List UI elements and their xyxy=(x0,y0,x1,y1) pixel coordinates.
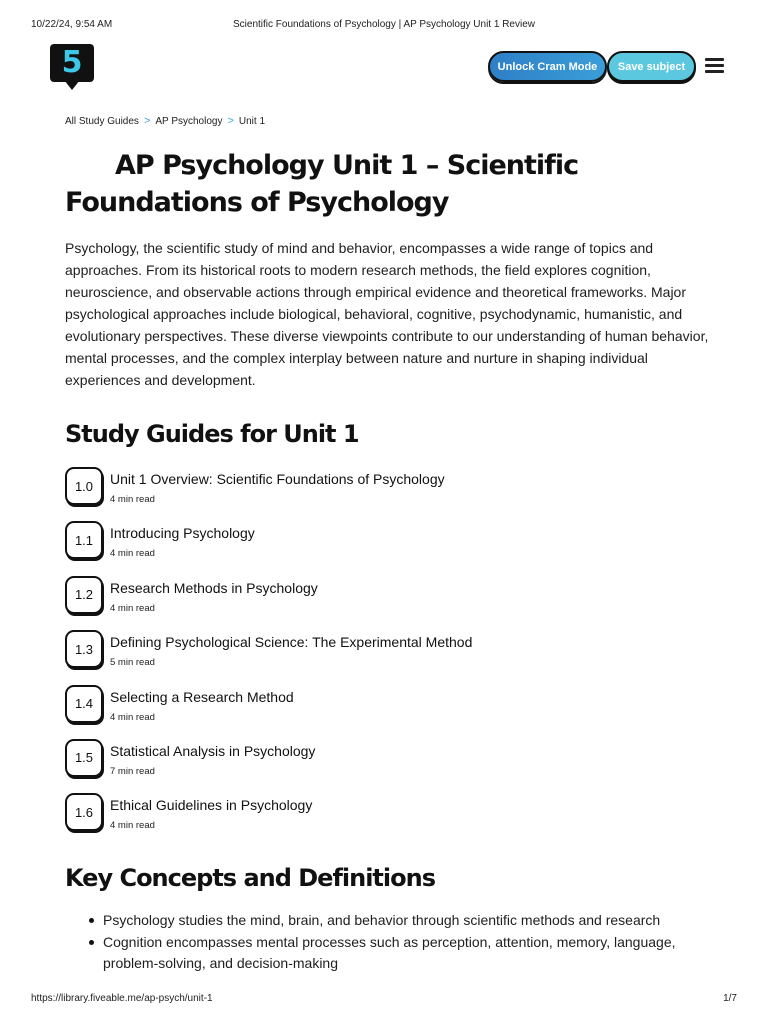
fiveable-logo-icon[interactable] xyxy=(50,44,94,90)
study-guide-title[interactable]: Ethical Guidelines in Psychology xyxy=(110,797,313,814)
page-title-line-1: AP Psychology Unit 1 – Scientific xyxy=(115,150,579,181)
logo-tail xyxy=(64,80,80,90)
unlock-cram-mode-button[interactable]: Unlock Cram Mode xyxy=(488,51,607,82)
study-guide-item[interactable] xyxy=(65,521,685,575)
study-guide-number-badge: 1.6 xyxy=(65,793,103,831)
study-guide-read-time: 4 min read xyxy=(110,548,155,560)
hamburger-menu-icon[interactable] xyxy=(705,58,724,73)
study-guide-item[interactable] xyxy=(65,467,685,521)
key-concepts-heading: Key Concepts and Definitions xyxy=(65,864,435,892)
study-guides-heading: Study Guides for Unit 1 xyxy=(65,420,359,448)
study-guide-read-time: 4 min read xyxy=(110,602,155,614)
chevron-right-icon: > xyxy=(143,115,151,127)
menu-bar xyxy=(705,70,724,73)
study-guide-title[interactable]: Research Methods in Psychology xyxy=(110,579,318,596)
study-guide-number-badge: 1.5 xyxy=(65,739,103,777)
page-title-line-2: Foundations of Psychology xyxy=(65,187,449,218)
study-guide-item[interactable] xyxy=(65,793,685,847)
breadcrumb-unit-1[interactable]: Unit 1 xyxy=(238,115,266,127)
study-guide-title[interactable]: Selecting a Research Method xyxy=(110,688,294,705)
chevron-right-icon: > xyxy=(227,115,234,127)
study-guide-title[interactable]: Defining Psychological Science: The Experimental Method xyxy=(110,634,473,651)
print-url: https://library.fiveable.me/ap-psych/unit-1 xyxy=(31,993,213,1004)
study-guide-read-time: 5 min read xyxy=(110,657,155,669)
study-guide-item[interactable] xyxy=(65,685,685,739)
page-title xyxy=(65,147,705,221)
intro-paragraph: Psychology, the scientific study of mind and behavior, encompasses a wide range of topics and approaches. From its historical roots to modern research methods, the field explores cognition, neuroscience, and observable actions through empirical evidence and theoretical frameworks. Major psychological approaches include biological, behavioral, cognitive, psychodynamic, humanistic, and evolutionary perspectives. These diverse viewpoints contribute to our understanding of human behavior, mental processes, and the complex interplay between nature and nurture in shaping individual experiences and development. xyxy=(65,240,709,388)
menu-bar xyxy=(705,64,724,67)
study-guide-number-badge: 1.1 xyxy=(65,521,103,559)
key-concept-item: Cognition encompasses mental processes such as perception, attention, memory, language, problem-solving, and decision-making xyxy=(88,932,703,975)
study-guide-title[interactable]: Statistical Analysis in Psychology xyxy=(110,742,316,759)
print-header xyxy=(0,19,768,33)
print-datetime: 10/22/24, 9:54 AM xyxy=(31,19,113,30)
study-guide-number-badge: 1.0 xyxy=(65,467,103,505)
study-guide-title[interactable]: Introducing Psychology xyxy=(110,525,255,542)
study-guide-number-badge: 1.4 xyxy=(65,685,103,723)
key-concepts-list xyxy=(88,910,703,975)
menu-bar xyxy=(705,58,724,61)
study-guide-read-time: 4 min read xyxy=(110,494,155,505)
study-guide-read-time: 7 min read xyxy=(110,765,155,777)
study-guide-item[interactable] xyxy=(65,576,685,630)
study-guide-list xyxy=(65,467,685,848)
study-guide-number-badge: 1.3 xyxy=(65,630,103,668)
breadcrumb-all-study-guides[interactable]: All Study Guides xyxy=(65,115,139,127)
save-subject-button[interactable]: Save subject xyxy=(607,51,696,82)
print-document-title: Scientific Foundations of Psychology | AP Psychology Unit 1 Review xyxy=(232,19,535,30)
study-guide-read-time: 4 min read xyxy=(110,820,155,832)
study-guide-number-badge: 1.2 xyxy=(65,576,103,614)
print-footer xyxy=(0,993,768,1007)
breadcrumb-ap-psychology[interactable]: AP Psychology xyxy=(155,115,223,127)
breadcrumb xyxy=(65,114,265,128)
study-guide-read-time: 4 min read xyxy=(110,711,155,723)
study-guide-title[interactable]: Unit 1 Overview: Scientific Foundations of Psychology xyxy=(110,471,445,487)
logo-digit: 5 xyxy=(61,45,83,80)
key-concept-item: Psychology studies the mind, brain, and behavior through scientific methods and research xyxy=(88,910,703,932)
study-guide-item[interactable] xyxy=(65,630,685,684)
print-page-number: 1/7 xyxy=(723,993,737,1004)
study-guide-item[interactable] xyxy=(65,739,685,793)
